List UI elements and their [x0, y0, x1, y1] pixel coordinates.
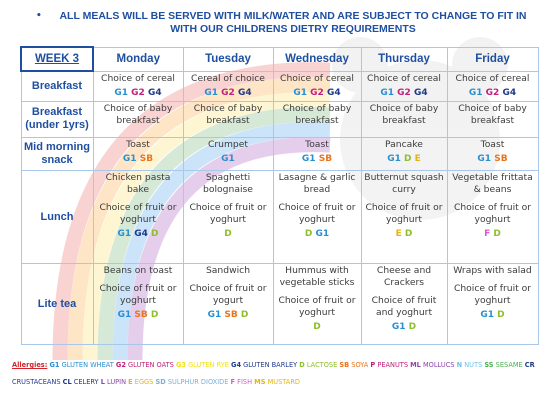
meal-text: Choice of cereal: [455, 72, 530, 84]
menu-cell: [447, 264, 538, 345]
allergy-code: SD: [155, 378, 166, 386]
allergen-codes: [186, 228, 271, 240]
allergen-codes: [186, 153, 271, 165]
allergen-code: G1: [114, 87, 129, 98]
allergy-code: G1: [49, 361, 60, 369]
allergen-codes: [276, 321, 359, 333]
meal-text: Toast: [480, 139, 505, 151]
allergy-code: G2: [115, 361, 126, 369]
row-label: Breakfast (under 1yrs): [21, 101, 93, 137]
allergy-text: GLUTEN OATS: [128, 361, 174, 369]
meal-text: Choice of baby breakfast: [103, 102, 173, 126]
allergy-code: G3: [175, 361, 186, 369]
allergy-text: SULPHUR DIOXIDE: [167, 378, 229, 386]
allergen-code: E: [414, 154, 421, 165]
allergen-code: F: [484, 229, 491, 240]
allergy-code: P: [370, 361, 376, 369]
menu-cell: [93, 71, 183, 101]
menu-cell: [273, 138, 361, 171]
allergen-codes: [186, 309, 271, 321]
menu-cell: [361, 71, 447, 101]
menu-cell: [273, 71, 361, 101]
menu-cell: [273, 171, 361, 264]
menu-cell: [447, 138, 538, 171]
header-row: [21, 47, 538, 71]
allergen-code: G1: [391, 322, 406, 333]
allergen-code: D: [313, 322, 321, 333]
menu-cell: [183, 171, 273, 264]
meal-text: Choice of baby breakfast: [282, 102, 352, 126]
meal-text: Choice of baby breakfast: [458, 102, 527, 126]
table-row: [21, 101, 538, 137]
allergy-text: NUTS: [464, 361, 483, 369]
allergen-code: G1: [221, 154, 235, 165]
table-row: [21, 138, 538, 171]
meal-text: Choice of cereal: [367, 72, 441, 84]
meal-text: Choice of fruit or yoghurt: [278, 295, 356, 319]
meal-text: Hummus with vegetable sticks: [279, 265, 355, 289]
meal-text: Cereal of choice: [191, 72, 265, 84]
row-label: Mid morning snack: [21, 138, 93, 171]
meal-text: Choice of cereal: [101, 72, 175, 84]
allergen-code: G2: [310, 87, 324, 98]
allergen-code: G1: [204, 87, 219, 98]
notice-text: ALL MEALS WILL BE SERVED WITH MILK/WATER AND ARE SUBJECT TO CHANGE TO FIT IN WITH OUR CHILDRENS DIETRY REQUIREMENTS: [59, 10, 527, 35]
allergen-code: D: [497, 310, 505, 321]
allergen-code: G1: [117, 310, 132, 321]
meal-text: Vegetable frittata & beans: [452, 172, 533, 196]
allergen-code: G1: [477, 154, 492, 165]
allergen-code: G1: [122, 154, 137, 165]
allergy-key: [12, 357, 547, 391]
allergy-label: Allergies:: [12, 361, 48, 369]
allergen-code: D: [408, 322, 417, 333]
allergen-code: SB: [139, 154, 154, 165]
allergen-code: D: [404, 154, 412, 165]
menu-cell: [273, 101, 361, 137]
allergy-code: N: [456, 361, 463, 369]
meal-text: Cheese and Crackers: [376, 265, 432, 289]
allergy-code: CR: [524, 361, 535, 369]
allergy-text: GLUTEN BARLEY: [243, 361, 298, 369]
week-label: WEEK 3: [21, 47, 93, 71]
menu-cell: [93, 171, 183, 264]
table-row: [21, 264, 538, 345]
notice-bullet: •: [36, 11, 42, 21]
allergen-code: D: [304, 229, 313, 240]
allergen-code: G2: [131, 87, 145, 98]
allergy-code: SB: [339, 361, 350, 369]
allergy-text: LACTOSE: [306, 361, 338, 369]
allergy-text: MOLLUCS: [422, 361, 455, 369]
allergy-code: E: [128, 378, 133, 386]
menu-cell: [361, 101, 447, 137]
allergen-code: G1: [301, 154, 316, 165]
meal-text: Choice of baby breakfast: [193, 102, 263, 126]
allergy-text: GLUTEN RYE: [188, 361, 229, 369]
day-wednesday: Wednesday: [273, 47, 361, 71]
allergen-code: D: [150, 310, 159, 321]
allergy-text: SOYA: [351, 361, 369, 369]
allergen-code: G1: [315, 229, 330, 240]
table-row: [21, 71, 538, 101]
allergen-codes: [276, 153, 359, 165]
allergen-codes: [276, 87, 359, 99]
menu-cell: [183, 264, 273, 345]
allergy-code: MS: [254, 378, 266, 386]
menu-body: [21, 71, 538, 345]
day-monday: Monday: [93, 47, 183, 71]
allergen-code: E: [395, 229, 402, 240]
allergen-code: SB: [318, 154, 333, 165]
allergen-code: G1: [293, 87, 308, 98]
allergen-codes: [96, 228, 181, 240]
row-label: Lite tea: [21, 264, 93, 345]
day-thursday: Thursday: [361, 47, 447, 71]
allergen-code: SB: [134, 310, 148, 321]
meal-text: Choice of fruit or yogurt: [189, 283, 267, 307]
meal-text: Chicken pasta bake: [105, 172, 171, 196]
allergen-code: D: [493, 229, 501, 240]
allergen-code: SB: [224, 310, 238, 321]
allergen-codes: [364, 321, 445, 333]
allergy-code: SS: [484, 361, 494, 369]
menu-cell: [447, 171, 538, 264]
allergy-text: CRUSTACEANS: [12, 378, 61, 386]
allergen-code: G1: [387, 154, 401, 165]
allergen-code: G4: [237, 87, 252, 98]
allergen-code: SB: [494, 154, 508, 165]
allergy-text: EGGS: [134, 378, 154, 386]
allergen-code: D: [404, 229, 413, 240]
allergy-text: LUPIN: [107, 378, 127, 386]
meal-text: Pancake: [385, 139, 423, 151]
allergy-code: CL: [62, 378, 72, 386]
allergen-code: G4: [326, 87, 341, 98]
allergen-code: G1: [380, 87, 395, 98]
allergen-code: G4: [413, 87, 428, 98]
allergen-code: D: [151, 229, 159, 240]
allergen-codes: [450, 309, 536, 321]
meal-text: Lasagne & garlic bread: [278, 172, 356, 196]
menu-cell: [93, 138, 183, 171]
allergen-codes: [96, 153, 181, 165]
meal-text: Choice of baby breakfast: [369, 102, 439, 126]
meal-text: Choice of fruit or yoghurt: [99, 283, 177, 307]
allergy-text: CELERY: [73, 378, 99, 386]
allergen-codes: [450, 87, 536, 99]
allergen-code: G2: [485, 87, 500, 98]
menu-cell: [93, 264, 183, 345]
allergen-code: G4: [134, 229, 148, 240]
meal-text: Choice of fruit or yoghurt: [99, 202, 177, 226]
menu-cell: [183, 101, 273, 137]
meal-text: Spaghetti bolognaise: [203, 172, 253, 196]
meal-text: Choice of fruit or yoghurt: [453, 283, 532, 307]
allergen-codes: [186, 87, 271, 99]
meal-text: Choice of fruit or yoghurt: [189, 202, 267, 226]
meal-text: Sandwich: [205, 265, 251, 277]
meal-text: Toast: [305, 139, 329, 151]
meal-text: Choice of fruit or yoghurt: [365, 202, 443, 226]
menu-table: [20, 46, 539, 345]
allergen-code: G2: [221, 87, 235, 98]
allergen-code: D: [240, 310, 249, 321]
allergy-code: G4: [231, 361, 242, 369]
meal-text: Choice of cereal: [280, 72, 354, 84]
allergen-codes: [450, 228, 536, 240]
day-friday: Friday: [447, 47, 538, 71]
allergen-codes: [364, 87, 445, 99]
table-row: [21, 171, 538, 264]
menu-cell: [361, 138, 447, 171]
meal-text: Toast: [126, 139, 150, 151]
meal-text: Choice of fruit and yoghurt: [371, 295, 437, 319]
menu-cell: [447, 71, 538, 101]
allergen-code: D: [224, 229, 232, 240]
allergen-codes: [276, 228, 359, 240]
allergy-code: L: [100, 378, 105, 386]
meal-text: Wraps with salad: [453, 265, 532, 277]
meal-text: Choice of fruit or yoghurt: [278, 202, 356, 226]
allergy-text: FISH: [237, 378, 253, 386]
menu-cell: [361, 171, 447, 264]
row-label: Lunch: [21, 171, 93, 264]
allergy-text: SESAME: [495, 361, 523, 369]
menu-cell: [361, 264, 447, 345]
meal-text: Beans on toast: [103, 265, 173, 277]
row-label: Breakfast: [21, 71, 93, 101]
allergy-text: MUSTARD: [267, 378, 300, 386]
menu-cell: [183, 71, 273, 101]
meal-text: Crumpet: [207, 139, 249, 151]
allergen-codes: [364, 153, 445, 165]
menu-cell: [93, 101, 183, 137]
day-tuesday: Tuesday: [183, 47, 273, 71]
allergen-code: G1: [117, 229, 132, 240]
meal-text: Choice of fruit or yoghurt: [453, 202, 532, 226]
allergen-codes: [96, 309, 181, 321]
allergy-code: ML: [410, 361, 421, 369]
allergen-code: G1: [207, 310, 222, 321]
allergen-codes: [96, 87, 181, 99]
allergen-codes: [364, 228, 445, 240]
allergen-code: G4: [502, 87, 517, 98]
allergen-codes: [450, 153, 536, 165]
meal-text: Butternut squash curry: [364, 172, 444, 196]
menu-cell: [183, 138, 273, 171]
allergen-code: G2: [397, 87, 411, 98]
allergen-code: G1: [468, 87, 483, 98]
menu-cell: [447, 101, 538, 137]
menu-cell: [273, 264, 361, 345]
allergen-code: G1: [480, 310, 495, 321]
allergy-text: GLUTEN WHEAT: [61, 361, 114, 369]
allergen-code: G4: [147, 87, 162, 98]
allergy-code: D: [299, 361, 305, 369]
allergy-text: PEANUTS: [377, 361, 408, 369]
allergy-code: F: [230, 378, 236, 386]
